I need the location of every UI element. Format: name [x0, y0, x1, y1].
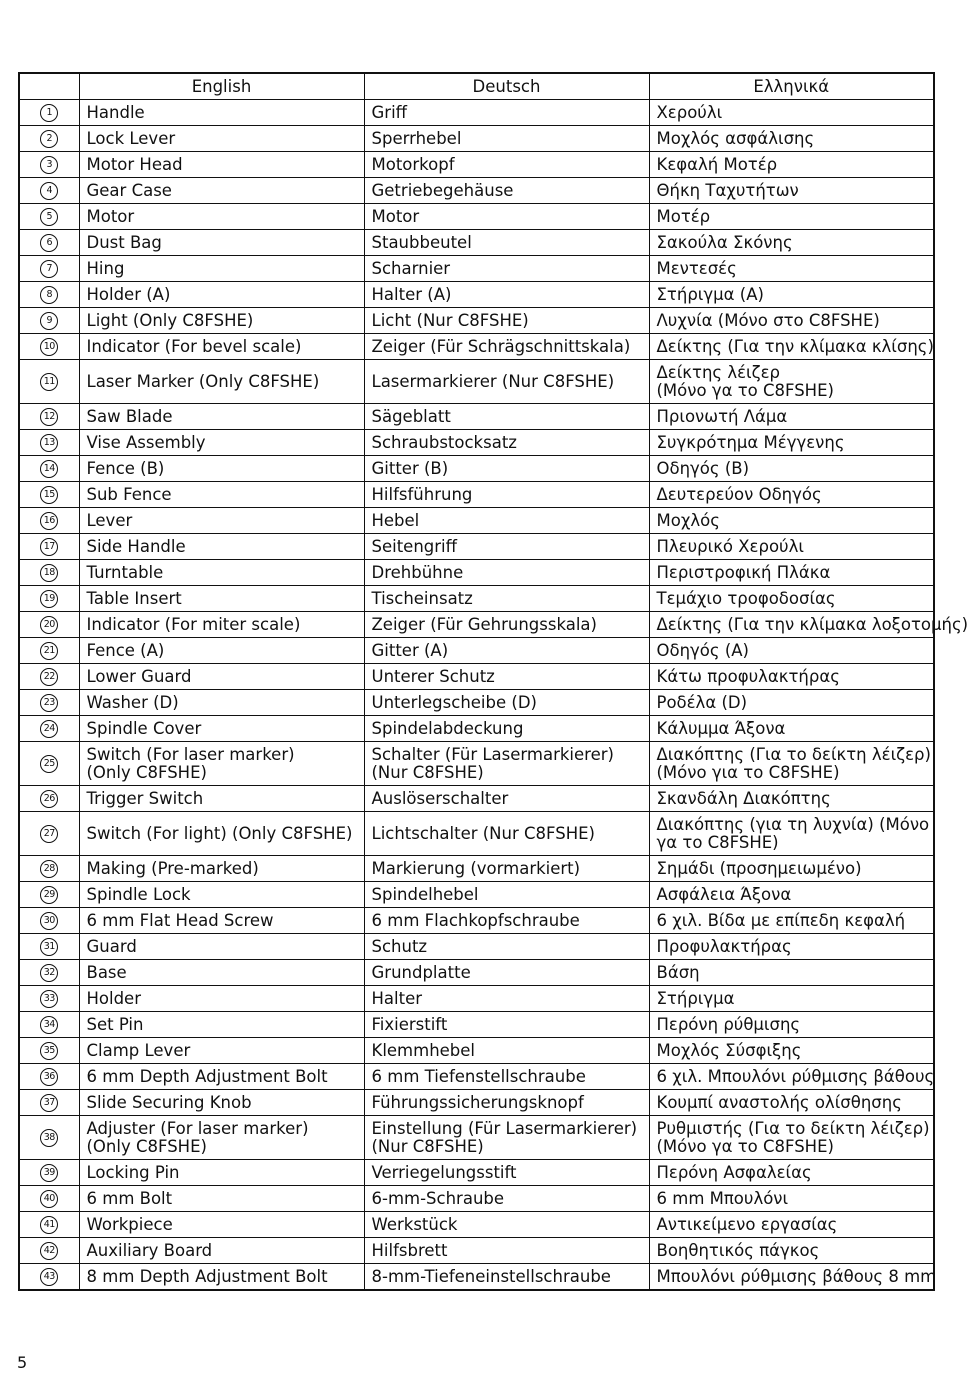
deutsch-cell: Schalter (Für Lasermarkierer) (Nur C8FSHE) [364, 742, 649, 786]
ellinika-cell: Λυχνία (Μόνο στο C8FSHE) [649, 308, 934, 334]
english-cell: Set Pin [79, 1012, 364, 1038]
english-cell: Spindle Cover [79, 716, 364, 742]
circled-number: 42 [40, 1242, 58, 1260]
deutsch-cell: Gitter (B) [364, 456, 649, 482]
deutsch-cell: Sperrhebel [364, 126, 649, 152]
deutsch-cell: Halter (A) [364, 282, 649, 308]
item-number-cell [19, 534, 79, 560]
ellinika-cell: Περόνη ρύθμισης [649, 1012, 934, 1038]
ellinika-cell: Δείκτης λέιζερ (Μόνο γα το C8FSHE) [649, 360, 934, 404]
circled-number: 27 [40, 825, 58, 843]
table-row [19, 586, 934, 612]
deutsch-cell: Spindelabdeckung [364, 716, 649, 742]
ellinika-cell: Χερούλι [649, 100, 934, 126]
header-deutsch: Deutsch [364, 73, 649, 100]
english-cell: Adjuster (For laser marker) (Only C8FSHE) [79, 1116, 364, 1160]
english-cell: Handle [79, 100, 364, 126]
ellinika-cell: Σημάδι (προσημειωμένο) [649, 856, 934, 882]
table-row [19, 126, 934, 152]
deutsch-cell: Auslöserschalter [364, 786, 649, 812]
table-row [19, 638, 934, 664]
ellinika-cell: 6 mm Μπουλόνι [649, 1186, 934, 1212]
table-row [19, 1160, 934, 1186]
item-number-cell [19, 882, 79, 908]
english-cell: Slide Securing Knob [79, 1090, 364, 1116]
ellinika-cell: Μπουλόνι ρύθμισης βάθους 8 mm [649, 1264, 934, 1291]
item-number-cell [19, 986, 79, 1012]
item-number-cell [19, 812, 79, 856]
circled-number: 37 [40, 1094, 58, 1112]
ellinika-cell: Βάση [649, 960, 934, 986]
circled-number: 32 [40, 964, 58, 982]
english-cell: Hing [79, 256, 364, 282]
deutsch-cell: Markierung (vormarkiert) [364, 856, 649, 882]
table-row [19, 1064, 934, 1090]
deutsch-cell: Lichtschalter (Nur C8FSHE) [364, 812, 649, 856]
english-cell: Side Handle [79, 534, 364, 560]
deutsch-cell: Schraubstocksatz [364, 430, 649, 456]
english-cell: Locking Pin [79, 1160, 364, 1186]
ellinika-cell: 6 χιλ. Μπουλόνι ρύθμισης βάθους [649, 1064, 934, 1090]
circled-number: 7 [40, 260, 58, 278]
item-number-cell [19, 960, 79, 986]
circled-number: 17 [40, 538, 58, 556]
circled-number: 20 [40, 616, 58, 634]
table-header [19, 73, 934, 100]
ellinika-cell: Στήριγμα (A) [649, 282, 934, 308]
item-number-cell [19, 404, 79, 430]
table-row [19, 960, 934, 986]
item-number-cell [19, 308, 79, 334]
item-number-cell [19, 100, 79, 126]
item-number-cell [19, 430, 79, 456]
ellinika-cell: Κάλυμμα Άξονα [649, 716, 934, 742]
table-row [19, 882, 934, 908]
item-number-cell [19, 856, 79, 882]
table-row [19, 786, 934, 812]
circled-number: 31 [40, 938, 58, 956]
ellinika-cell: Κεφαλή Μοτέρ [649, 152, 934, 178]
item-number-cell [19, 690, 79, 716]
item-number-cell [19, 482, 79, 508]
ellinika-cell: Διακόπτης (Για το δείκτη λέιζερ) (Μόνο για το C8FSHE) [649, 742, 934, 786]
table-row [19, 1212, 934, 1238]
table-row [19, 812, 934, 856]
table-row [19, 152, 934, 178]
table-row [19, 1186, 934, 1212]
ellinika-cell: Μεντεσές [649, 256, 934, 282]
deutsch-cell: Hebel [364, 508, 649, 534]
english-cell: Switch (For laser marker) (Only C8FSHE) [79, 742, 364, 786]
ellinika-cell: Πλευρικό Χερούλι [649, 534, 934, 560]
ellinika-cell: Ροδέλα (D) [649, 690, 934, 716]
ellinika-cell: 6 χιλ. Βίδα με επίπεδη κεφαλή [649, 908, 934, 934]
table-row [19, 308, 934, 334]
circled-number: 9 [40, 312, 58, 330]
ellinika-cell: Θήκη Ταχυτήτων [649, 178, 934, 204]
table-row [19, 360, 934, 404]
item-number-cell [19, 1038, 79, 1064]
circled-number: 23 [40, 694, 58, 712]
deutsch-cell: Hilfsbrett [364, 1238, 649, 1264]
deutsch-cell: 8-mm-Tiefeneinstellschraube [364, 1264, 649, 1291]
item-number-cell [19, 1264, 79, 1291]
table-row [19, 334, 934, 360]
table-row [19, 430, 934, 456]
ellinika-cell: Μοχλός Σύσφιξης [649, 1038, 934, 1064]
circled-number: 25 [40, 755, 58, 773]
circled-number: 3 [40, 156, 58, 174]
ellinika-cell: Περόνη Ασφαλείας [649, 1160, 934, 1186]
table-row [19, 204, 934, 230]
english-cell: Laser Marker (Only C8FSHE) [79, 360, 364, 404]
english-cell: Clamp Lever [79, 1038, 364, 1064]
ellinika-cell: Προφυλακτήρας [649, 934, 934, 960]
circled-number: 33 [40, 990, 58, 1008]
circled-number: 39 [40, 1164, 58, 1182]
deutsch-cell: Spindelhebel [364, 882, 649, 908]
parts-table [18, 72, 968, 1291]
item-number-cell [19, 152, 79, 178]
english-cell: 6 mm Depth Adjustment Bolt [79, 1064, 364, 1090]
ellinika-cell: Δείκτης (Για την κλίμακα λοξοτομής) [649, 612, 934, 638]
english-cell: Light (Only C8FSHE) [79, 308, 364, 334]
english-cell: Guard [79, 934, 364, 960]
circled-number: 8 [40, 286, 58, 304]
deutsch-cell: 6-mm-Schraube [364, 1186, 649, 1212]
circled-number: 43 [40, 1268, 58, 1286]
deutsch-cell: Schutz [364, 934, 649, 960]
table-row [19, 986, 934, 1012]
item-number-cell [19, 256, 79, 282]
circled-number: 16 [40, 512, 58, 530]
deutsch-cell: Getriebegehäuse [364, 178, 649, 204]
ellinika-cell: Δείκτης (Για την κλίμακα κλίσης) [649, 334, 934, 360]
table-row [19, 482, 934, 508]
item-number-cell [19, 786, 79, 812]
english-cell: Saw Blade [79, 404, 364, 430]
header-number [19, 73, 79, 100]
item-number-cell [19, 638, 79, 664]
circled-number: 28 [40, 860, 58, 878]
deutsch-cell: Verriegelungsstift [364, 1160, 649, 1186]
deutsch-cell: Unterer Schutz [364, 664, 649, 690]
deutsch-cell: Zeiger (Für Gehrungsskala) [364, 612, 649, 638]
ellinika-cell: Πριονωτή Λάμα [649, 404, 934, 430]
circled-number: 12 [40, 408, 58, 426]
english-cell: Lock Lever [79, 126, 364, 152]
ellinika-cell: Αντικείμενο εργασίας [649, 1212, 934, 1238]
deutsch-cell: Hilfsführung [364, 482, 649, 508]
circled-number: 5 [40, 208, 58, 226]
english-cell: Indicator (For bevel scale) [79, 334, 364, 360]
deutsch-cell: Licht (Nur C8FSHE) [364, 308, 649, 334]
item-number-cell [19, 586, 79, 612]
english-cell: Spindle Lock [79, 882, 364, 908]
item-number-cell [19, 1064, 79, 1090]
item-number-cell [19, 282, 79, 308]
circled-number: 15 [40, 486, 58, 504]
item-number-cell [19, 1160, 79, 1186]
circled-number: 19 [40, 590, 58, 608]
circled-number: 2 [40, 130, 58, 148]
deutsch-cell: Fixierstift [364, 1012, 649, 1038]
ellinika-cell: Μοχλός ασφάλισης [649, 126, 934, 152]
item-number-cell [19, 1116, 79, 1160]
table-row [19, 508, 934, 534]
ellinika-cell: Σκανδάλη Διακόπτης [649, 786, 934, 812]
english-cell: Switch (For light) (Only C8FSHE) [79, 812, 364, 856]
ellinika-cell: Σακούλα Σκόνης [649, 230, 934, 256]
circled-number: 35 [40, 1042, 58, 1060]
english-cell: Making (Pre-marked) [79, 856, 364, 882]
circled-number: 18 [40, 564, 58, 582]
table-row [19, 282, 934, 308]
deutsch-cell: Einstellung (Für Lasermarkierer) (Nur C8FSHE) [364, 1116, 649, 1160]
item-number-cell [19, 934, 79, 960]
header-row [19, 73, 934, 100]
deutsch-cell: Zeiger (Für Schrägschnittskala) [364, 334, 649, 360]
circled-number: 41 [40, 1216, 58, 1234]
item-number-cell [19, 1012, 79, 1038]
item-number-cell [19, 508, 79, 534]
english-cell: Motor [79, 204, 364, 230]
ellinika-cell: Στήριγμα [649, 986, 934, 1012]
deutsch-cell: 6 mm Flachkopfschraube [364, 908, 649, 934]
circled-number: 22 [40, 668, 58, 686]
deutsch-cell: Lasermarkierer (Nur C8FSHE) [364, 360, 649, 404]
circled-number: 13 [40, 434, 58, 452]
ellinika-cell: Τεμάχιο τροφοδοσίας [649, 586, 934, 612]
item-number-cell [19, 126, 79, 152]
item-number-cell [19, 716, 79, 742]
deutsch-cell: Griff [364, 100, 649, 126]
table-row [19, 456, 934, 482]
english-cell: Holder (A) [79, 282, 364, 308]
circled-number: 1 [40, 104, 58, 122]
table-row [19, 934, 934, 960]
circled-number: 40 [40, 1190, 58, 1208]
circled-number: 30 [40, 912, 58, 930]
item-number-cell [19, 560, 79, 586]
deutsch-cell: Führungssicherungsknopf [364, 1090, 649, 1116]
table-row [19, 1238, 934, 1264]
deutsch-cell: Werkstück [364, 1212, 649, 1238]
item-number-cell [19, 1238, 79, 1264]
ellinika-cell: Βοηθητικός πάγκος [649, 1238, 934, 1264]
item-number-cell [19, 360, 79, 404]
table-row [19, 178, 934, 204]
ellinika-cell: Ρυθμιστής (Για το δείκτη λέιζερ) (Μόνο γα το C8FSHE) [649, 1116, 934, 1160]
english-cell: Auxiliary Board [79, 1238, 364, 1264]
circled-number: 24 [40, 720, 58, 738]
circled-number: 38 [40, 1129, 58, 1147]
deutsch-cell: Drehbühne [364, 560, 649, 586]
english-cell: Workpiece [79, 1212, 364, 1238]
table-row [19, 612, 934, 638]
ellinika-cell: Δευτερεύον Οδηγός [649, 482, 934, 508]
deutsch-cell: Halter [364, 986, 649, 1012]
deutsch-cell: Scharnier [364, 256, 649, 282]
ellinika-cell: Κάτω προφυλακτήρας [649, 664, 934, 690]
ellinika-cell: Περιστροφική Πλάκα [649, 560, 934, 586]
deutsch-cell: Tischeinsatz [364, 586, 649, 612]
english-cell: Base [79, 960, 364, 986]
table-row [19, 1038, 934, 1064]
english-cell: Motor Head [79, 152, 364, 178]
english-cell: Fence (A) [79, 638, 364, 664]
table-row [19, 1012, 934, 1038]
header-ellinika: Ελληνικά [649, 73, 934, 100]
item-number-cell [19, 204, 79, 230]
table-row [19, 664, 934, 690]
table-row [19, 100, 934, 126]
table-row [19, 256, 934, 282]
ellinika-cell: Οδηγός (A) [649, 638, 934, 664]
table-row [19, 230, 934, 256]
item-number-cell [19, 178, 79, 204]
item-number-cell [19, 908, 79, 934]
circled-number: 4 [40, 182, 58, 200]
deutsch-cell: Klemmhebel [364, 1038, 649, 1064]
english-cell: Lever [79, 508, 364, 534]
english-cell: Sub Fence [79, 482, 364, 508]
english-cell: Gear Case [79, 178, 364, 204]
item-number-cell [19, 742, 79, 786]
deutsch-cell: Motor [364, 204, 649, 230]
english-cell: 6 mm Bolt [79, 1186, 364, 1212]
table-row [19, 856, 934, 882]
english-cell: Trigger Switch [79, 786, 364, 812]
item-number-cell [19, 456, 79, 482]
deutsch-cell: Motorkopf [364, 152, 649, 178]
page-number: 5 [17, 1353, 28, 1372]
circled-number: 34 [40, 1016, 58, 1034]
circled-number: 6 [40, 234, 58, 252]
ellinika-cell: Κουμπί αναστολής ολίσθησης [649, 1090, 934, 1116]
circled-number: 10 [40, 338, 58, 356]
circled-number: 11 [40, 373, 58, 391]
item-number-cell [19, 1186, 79, 1212]
item-number-cell [19, 230, 79, 256]
ellinika-cell: Οδηγός (B) [649, 456, 934, 482]
table-row [19, 742, 934, 786]
deutsch-cell: Unterlegscheibe (D) [364, 690, 649, 716]
table-row [19, 404, 934, 430]
english-cell: Holder [79, 986, 364, 1012]
english-cell: Fence (B) [79, 456, 364, 482]
item-number-cell [19, 612, 79, 638]
item-number-cell [19, 1090, 79, 1116]
english-cell: Vise Assembly [79, 430, 364, 456]
deutsch-cell: Grundplatte [364, 960, 649, 986]
ellinika-cell: Μοτέρ [649, 204, 934, 230]
table-row [19, 908, 934, 934]
item-number-cell [19, 1212, 79, 1238]
table-row [19, 560, 934, 586]
deutsch-cell: Gitter (A) [364, 638, 649, 664]
circled-number: 36 [40, 1068, 58, 1086]
table-row [19, 1116, 934, 1160]
table-row [19, 1264, 934, 1291]
english-cell: Washer (D) [79, 690, 364, 716]
ellinika-cell: Ασφάλεια Άξονα [649, 882, 934, 908]
circled-number: 26 [40, 790, 58, 808]
header-english: English [79, 73, 364, 100]
deutsch-cell: Staubbeutel [364, 230, 649, 256]
ellinika-cell: Συγκρότημα Μέγγενης [649, 430, 934, 456]
table-row [19, 1090, 934, 1116]
ellinika-cell: Διακόπτης (για τη λυχνία) (Μόνο γα το C8FSHE) [649, 812, 934, 856]
deutsch-cell: 6 mm Tiefenstellschraube [364, 1064, 649, 1090]
english-cell: Indicator (For miter scale) [79, 612, 364, 638]
circled-number: 14 [40, 460, 58, 478]
table-body [19, 100, 968, 1291]
english-cell: 6 mm Flat Head Screw [79, 908, 364, 934]
deutsch-cell: Seitengriff [364, 534, 649, 560]
circled-number: 21 [40, 642, 58, 660]
table-row [19, 690, 934, 716]
table-row [19, 716, 934, 742]
english-cell: Table Insert [79, 586, 364, 612]
ellinika-cell: Μοχλός [649, 508, 934, 534]
english-cell: 8 mm Depth Adjustment Bolt [79, 1264, 364, 1291]
english-cell: Lower Guard [79, 664, 364, 690]
table-row [19, 534, 934, 560]
deutsch-cell: Sägeblatt [364, 404, 649, 430]
item-number-cell [19, 664, 79, 690]
english-cell: Turntable [79, 560, 364, 586]
circled-number: 29 [40, 886, 58, 904]
item-number-cell [19, 334, 79, 360]
english-cell: Dust Bag [79, 230, 364, 256]
